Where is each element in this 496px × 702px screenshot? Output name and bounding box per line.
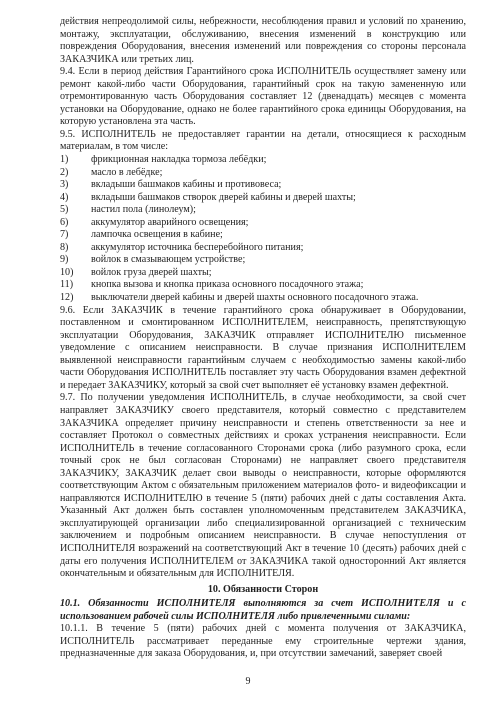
- list-item: [60, 229, 466, 242]
- list-item-number: 12): [60, 292, 74, 304]
- paragraph-9-3-cont: действия непреодолимой силы, небрежности, несоблюдения правил и условий по хранению, монтажу, эксплуатации, обслуживанию, внесения изменений в конструкцию или повреждения Оборудования, внесения изменений или повреждения со стороны персонала ЗАКАЗЧИКА или третьих лиц.: [60, 16, 466, 65]
- consumables-list: [60, 154, 466, 305]
- list-item: [60, 217, 466, 230]
- list-item-text: вкладыши башмаков кабины и противовеса;: [91, 179, 282, 191]
- list-item-text: фрикционная накладка тормоза лебёдки;: [91, 154, 267, 166]
- paragraph-9-7: 9.7. По получении уведомления ИСПОЛНИТЕЛЬ, в случае необходимости, за свой счет направляет ЗАКАЗЧИКУ своего представителя, который совместно с представителем ЗАКАЗЧИКА определяет причину неисправности и степень ответственности за нее и составляет Протокол о совместных действиях и сроках устранения неисправности. Если ИСПОЛНИТЕЛЬ в течение согласованного Сторонами срока (либо разумного срока, если точный срок не был согласован Сторонами) не направляет своего представителя ЗАКАЗЧИКУ, ЗАКАЗЧИК делает свои выводы о неисправности, которые оформляются соответствующим Актом с обязательным приложением материалов фото- и видеофиксации и направляются ИСПОЛНИТЕЛЮ в течение 5 (пяти) рабочих дней с даты составления Акта. Указанный Акт должен быть составлен уполномоченным представителем ЗАКАЗЧИКА, эксплуатирующей организации либо специализированной организацией с техническим заключением и подробным описанием неисправности. В случае непоступления от ИСПОЛНИТЕЛЯ возражений на соответствующий Акт в течение 10 (десять) рабочих дней с даты его получения ИСПОЛНИТЕЛЕМ от ЗАКАЗЧИКА такой односторонний Акт является окончательным и обязательным для ИСПОЛНИТЕЛЯ.: [60, 392, 466, 580]
- list-item-number: 5): [60, 204, 69, 216]
- list-item-text: вкладыши башмаков створок дверей кабины и дверей шахты;: [91, 191, 356, 203]
- list-item-text: масло в лебёдке;: [91, 166, 163, 178]
- list-item-number: 11): [60, 279, 74, 291]
- list-item-number: 8): [60, 241, 69, 253]
- paragraph-9-4: 9.4. Если в период действия Гарантийного срока ИСПОЛНИТЕЛЬ осуществляет замену или ремонт какой-либо части Оборудования, гарантийный срок на такую замененную или отремонтированную часть Оборудования составляет 12 (двенадцать) месяцев с момента установки на Оборудование, однако не более гарантийного срока единицы Оборудования, на которую установлена эта часть.: [60, 66, 466, 128]
- list-item-number: 10): [60, 266, 74, 278]
- list-item: [60, 204, 466, 217]
- list-item-number: 7): [60, 229, 69, 241]
- list-item-number: 1): [60, 154, 69, 166]
- list-item: [60, 167, 466, 180]
- paragraph-10-1-1: 10.1.1. В течение 5 (пяти) рабочих дней с момента получения от ЗАКАЗЧИКА, ИСПОЛНИТЕЛЬ рассматривает переданные ему строительные чертежи здания, предназначенные для заказа Оборудования, и, при отсутствии замечаний, заверяет своей: [60, 623, 466, 660]
- list-item-number: 9): [60, 254, 69, 266]
- list-item: [60, 292, 466, 305]
- subheading-10-1: 10.1. Обязанности ИСПОЛНИТЕЛЯ выполняются за счет ИСПОЛНИТЕЛЯ и с использованием рабочей силы ИСПОЛНИТЕЛЯ либо привлеченными силами:: [60, 598, 466, 622]
- paragraph-9-5: 9.5. ИСПОЛНИТЕЛЬ не предоставляет гарантии на детали, относящиеся к расходным материалам, в том числе:: [60, 128, 466, 153]
- list-item: [60, 279, 466, 292]
- list-item-number: 2): [60, 166, 69, 178]
- list-item-number: 6): [60, 216, 69, 228]
- list-item-text: настил пола (линолеум);: [91, 204, 196, 216]
- list-item-number: 3): [60, 179, 69, 191]
- list-item-text: выключатели дверей кабины и дверей шахты основного посадочного этажа.: [91, 292, 419, 304]
- list-item: [60, 154, 466, 167]
- list-item: [60, 179, 466, 192]
- list-item: [60, 192, 466, 205]
- list-item-text: лампочка освещения в кабине;: [91, 229, 223, 241]
- list-item-text: войлок груза дверей шахты;: [91, 266, 212, 278]
- page-number: 9: [245, 676, 251, 687]
- paragraph-9-6: 9.6. Если ЗАКАЗЧИК в течение гарантийного срока обнаруживает в Оборудовании, поставленном и смонтированном ИСПОЛНИТЕЛЕМ, неисправность, препятствующую эксплуатации Оборудования, ЗАКАЗЧИК отправляет ИСПОЛНИТЕЛЮ письменное уведомление с описанием неисправности. В случае признания ИСПОЛНИТЕЛЕМ выявленной неисправности гарантийным случаем с необходимостью замены какой-либо части Оборудования ИСПОЛНИТЕЛЬ поставляет эту часть Оборудования взамен дефектной и передает ЗАКАЗЧИКУ, который за свой счет выполняет её установку взамен дефектной.: [60, 304, 466, 391]
- list-item-text: войлок в смазывающем устройстве;: [91, 254, 246, 266]
- section-heading: 10. Обязанности Сторон: [207, 583, 319, 595]
- list-item: [60, 242, 466, 255]
- list-item: [60, 267, 466, 280]
- list-item-number: 4): [60, 191, 69, 203]
- list-item-text: аккумулятор источника бесперебойного питания;: [91, 241, 304, 253]
- list-item-text: кнопка вызова и кнопка приказа основного посадочного этажа;: [91, 279, 364, 291]
- list-item-text: аккумулятор аварийного освещения;: [91, 216, 249, 228]
- list-item: [60, 254, 466, 267]
